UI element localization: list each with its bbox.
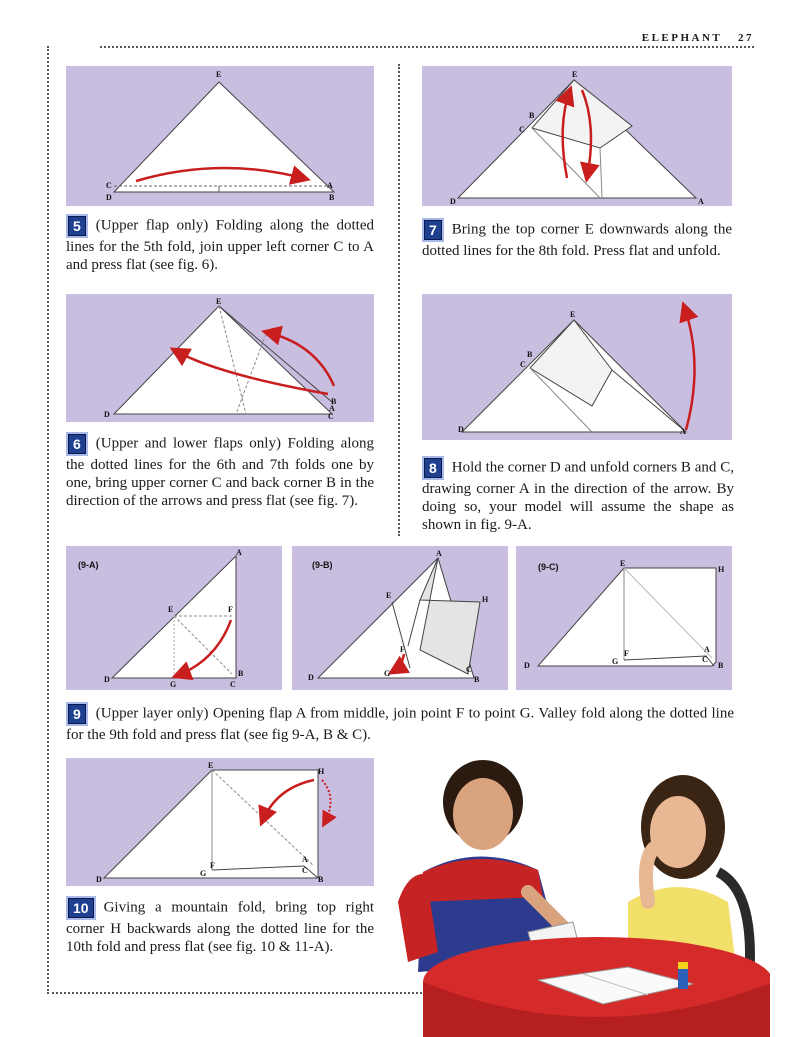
figure-9b [292, 546, 508, 690]
svg-text:B: B [331, 397, 337, 406]
svg-text:D: D [524, 661, 530, 670]
svg-text:E: E [208, 761, 214, 770]
figure-8 [422, 294, 732, 440]
svg-text:G: G [384, 669, 391, 678]
figure-9a [66, 546, 282, 690]
figure-9c [516, 546, 732, 690]
svg-text:A: A [704, 645, 710, 654]
step-5 [66, 214, 374, 274]
step-6-number: 6 [66, 432, 88, 456]
svg-text:B: B [318, 875, 324, 884]
svg-text:E: E [168, 605, 174, 614]
step-6 [66, 432, 374, 510]
svg-text:E: E [620, 559, 626, 568]
svg-text:H: H [482, 595, 489, 604]
svg-text:F: F [624, 649, 629, 658]
svg-text:(9-C): (9-C) [538, 562, 559, 572]
svg-text:F: F [210, 861, 215, 870]
figure-7 [422, 66, 732, 206]
svg-text:E: E [386, 591, 392, 600]
svg-text:F: F [400, 645, 405, 654]
step-9-number: 9 [66, 702, 88, 726]
svg-text:(9-A): (9-A) [78, 560, 99, 570]
step-9 [66, 702, 734, 744]
svg-text:C: C [466, 665, 472, 674]
svg-text:E: E [216, 70, 222, 79]
svg-text:B: B [527, 350, 533, 359]
svg-text:B: B [474, 675, 480, 684]
step-9-text: (Upper layer only) Opening flap A from middle, join point F to point G. Valley fold along the dotted line for the 9th fold and press flat (see fig 9-A, B & C). [66, 705, 734, 743]
svg-text:A: A [302, 855, 308, 864]
svg-text:A: A [236, 548, 242, 557]
svg-text:C: C [519, 125, 525, 134]
svg-text:C: C [520, 360, 526, 369]
figure-9a-diagram [66, 546, 282, 690]
header-title: ELEPHANT 27 [641, 32, 754, 44]
svg-text:C: C [302, 866, 308, 875]
svg-text:(9-B): (9-B) [312, 560, 333, 570]
svg-text:F: F [228, 605, 233, 614]
step-6-text: (Upper and lower flaps only) Folding along the dotted lines for the 6th and 7th folds one by one, bring upper corner C and back corner B in the direction of the arrows and press flat (see fig. 7). [66, 435, 374, 509]
step-10-text: Giving a mountain fold, bring top right corner H backwards along the dotted line for the 10th fold and press flat (see fig. 10 & 11-A). [66, 899, 374, 955]
svg-text:E: E [216, 297, 222, 306]
svg-text:D: D [104, 410, 110, 419]
svg-text:D: D [104, 675, 110, 684]
svg-text:G: G [170, 680, 177, 689]
figure-8-diagram [422, 294, 732, 440]
bottom-dotted-rule [47, 992, 422, 994]
svg-text:G: G [200, 869, 207, 878]
figure-5-diagram [66, 66, 374, 206]
step-8 [422, 456, 734, 534]
figure-5 [66, 66, 374, 206]
svg-text:A: A [680, 427, 686, 436]
figure-7-diagram [422, 66, 732, 206]
svg-text:C: C [328, 412, 334, 421]
svg-text:A: A [698, 197, 704, 206]
svg-text:B: B [529, 111, 535, 120]
svg-text:D: D [450, 197, 456, 206]
figure-10 [66, 758, 374, 886]
step-7 [422, 218, 732, 260]
middle-dotted-rule [398, 64, 400, 536]
step-10 [66, 896, 374, 956]
svg-text:C: C [230, 680, 236, 689]
step-5-number: 5 [66, 214, 88, 238]
svg-text:D: D [106, 193, 112, 202]
svg-text:B: B [718, 661, 724, 670]
svg-text:D: D [308, 673, 314, 682]
svg-text:H: H [718, 565, 725, 574]
step-5-text: (Upper flap only) Folding along the dotted lines for the 5th fold, join upper left corner C to A and press flat (see fig. 6). [66, 217, 374, 273]
svg-text:C: C [106, 181, 112, 190]
svg-text:D: D [458, 425, 464, 434]
left-dotted-rule [47, 46, 49, 994]
step-8-number: 8 [422, 456, 444, 480]
step-7-number: 7 [422, 218, 444, 242]
figure-6-diagram [66, 294, 374, 422]
svg-text:A: A [327, 181, 333, 190]
figure-10-diagram [66, 758, 374, 886]
figure-6 [66, 294, 374, 422]
svg-text:C: C [702, 655, 708, 664]
svg-text:B: B [329, 193, 335, 202]
figure-9c-diagram [516, 546, 732, 690]
svg-text:A: A [436, 549, 442, 558]
step-10-number: 10 [66, 896, 96, 920]
page-header [0, 30, 800, 50]
figure-9b-diagram [292, 546, 508, 690]
svg-text:B: B [238, 669, 244, 678]
step-7-text: Bring the top corner E downwards along the dotted lines for the 8th fold. Press flat and unfold. [422, 221, 732, 259]
step-8-text: Hold the corner D and unfold corners B and C, drawing corner A in the direction of the arrow. By doing so, your model will assume the shape as shown in fig. 9-A. [422, 459, 734, 533]
header-dotted-rule [100, 46, 754, 48]
svg-text:G: G [612, 657, 619, 666]
svg-text:E: E [570, 310, 576, 319]
children-folding-photo [378, 752, 770, 1037]
svg-text:D: D [96, 875, 102, 884]
svg-text:E: E [572, 70, 578, 79]
svg-text:A: A [329, 404, 335, 413]
svg-text:H: H [318, 767, 325, 776]
